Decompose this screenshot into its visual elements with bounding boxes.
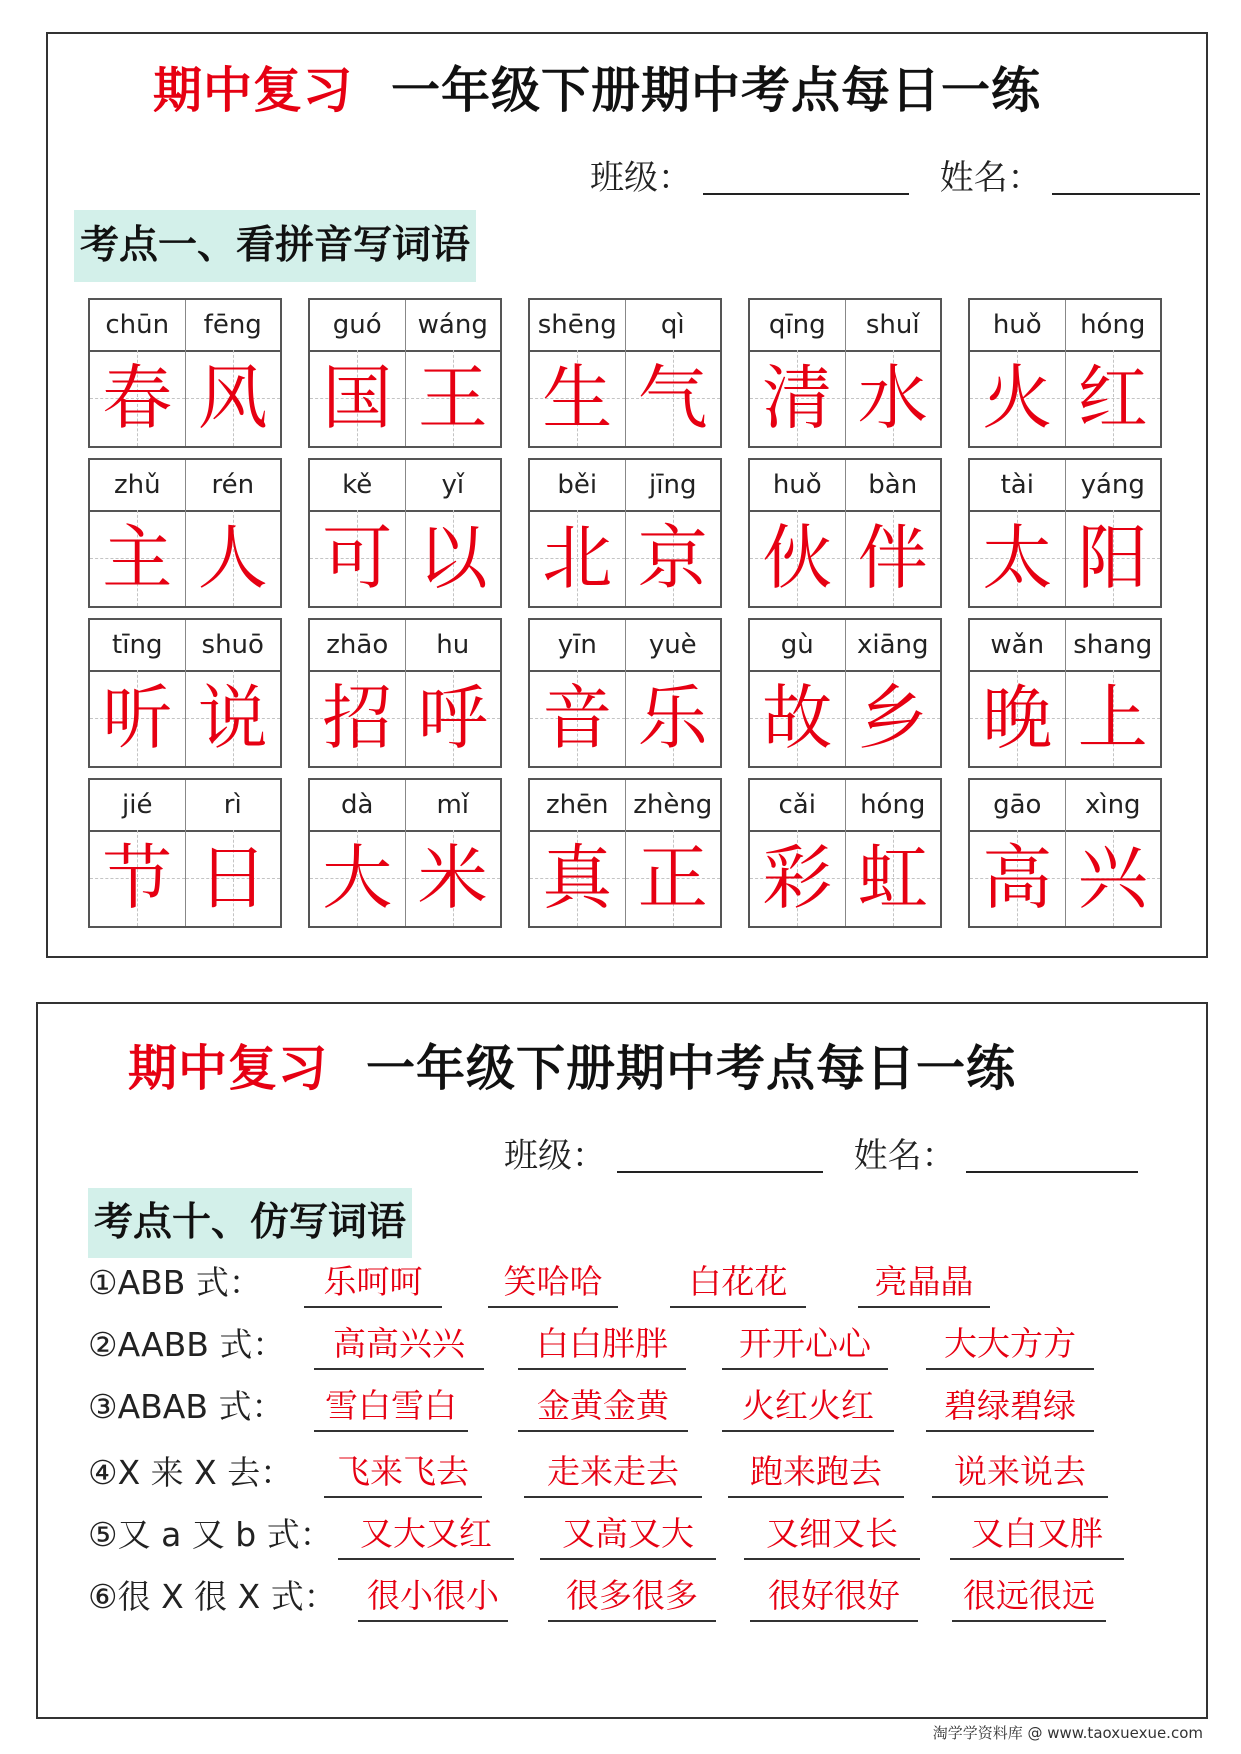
answer-character: 彩 bbox=[762, 837, 833, 919]
row-label: ①ABB 式： bbox=[88, 1263, 262, 1302]
class-field[interactable] bbox=[703, 163, 909, 195]
pinyin-row bbox=[970, 620, 1160, 672]
pinyin-row bbox=[90, 300, 280, 352]
word-cell bbox=[748, 778, 942, 928]
tianzige-box bbox=[846, 830, 941, 926]
name-label: 姓名： bbox=[939, 158, 1042, 198]
answer-character: 故 bbox=[762, 677, 833, 759]
answer-blank[interactable]: 说来说去 bbox=[932, 1450, 1108, 1498]
title-highlight: 期中复习 bbox=[128, 1040, 329, 1097]
answer-character: 兴 bbox=[1077, 837, 1148, 919]
pinyin-row bbox=[970, 460, 1160, 512]
section-title: 考点一、看拼音写词语 bbox=[74, 210, 476, 282]
character-row bbox=[90, 830, 280, 926]
pinyin-syllable: kě bbox=[310, 460, 406, 510]
pinyin-syllable: gù bbox=[750, 620, 846, 670]
answer-character: 虹 bbox=[857, 837, 928, 919]
answer-character: 真 bbox=[542, 837, 613, 919]
student-info bbox=[590, 150, 1200, 199]
answer-character: 阳 bbox=[1077, 517, 1148, 599]
answer-blank[interactable]: 火红火红 bbox=[722, 1384, 894, 1432]
row-label: ②AABB 式： bbox=[88, 1325, 286, 1364]
answer-character: 正 bbox=[637, 837, 708, 919]
word-cell bbox=[528, 618, 722, 768]
tianzige-box bbox=[750, 830, 846, 926]
worksheet-title bbox=[128, 1030, 1016, 1100]
answer-blank[interactable]: 金黄金黄 bbox=[518, 1384, 688, 1432]
tianzige-box bbox=[186, 670, 281, 766]
answer-character: 可 bbox=[322, 517, 393, 599]
answer-character: 乡 bbox=[857, 677, 928, 759]
word-cell bbox=[88, 458, 282, 608]
pinyin-syllable: xiāng bbox=[856, 630, 929, 660]
word-cell bbox=[308, 298, 502, 448]
answer-character: 日 bbox=[197, 837, 268, 919]
answer-character: 国 bbox=[322, 357, 393, 439]
tianzige-box bbox=[1066, 350, 1161, 446]
pinyin-syllable: wǎn bbox=[970, 620, 1066, 670]
imitation-row bbox=[88, 1258, 1188, 1308]
pinyin-syllable: běi bbox=[530, 460, 626, 510]
answer-character: 王 bbox=[417, 357, 488, 439]
pinyin-syllable: zhāo bbox=[310, 620, 406, 670]
word-cell bbox=[748, 298, 942, 448]
title-main: 一年级下册期中考点每日一练 bbox=[391, 62, 1042, 119]
tianzige-box bbox=[970, 510, 1066, 606]
answer-character: 气 bbox=[637, 357, 708, 439]
tianzige-box bbox=[846, 350, 941, 446]
answer-blank[interactable]: 亮晶晶 bbox=[858, 1260, 990, 1308]
word-cell bbox=[88, 778, 282, 928]
answer-blank[interactable]: 高高兴兴 bbox=[314, 1322, 484, 1370]
pinyin-syllable: shang bbox=[1073, 630, 1153, 660]
pinyin-syllable: yīn bbox=[530, 620, 626, 670]
answer-character: 红 bbox=[1077, 357, 1148, 439]
pinyin-syllable: hóng bbox=[1080, 310, 1146, 340]
word-cell bbox=[88, 618, 282, 768]
worksheet-panel-imitation bbox=[36, 1002, 1208, 1719]
answer-blank[interactable]: 大大方方 bbox=[926, 1322, 1094, 1370]
answer-character: 高 bbox=[982, 837, 1053, 919]
answer-character: 音 bbox=[542, 677, 613, 759]
row-label: ③ABAB 式： bbox=[88, 1387, 285, 1426]
answer-character: 太 bbox=[982, 517, 1053, 599]
answer-character: 大 bbox=[322, 837, 393, 919]
character-row bbox=[530, 510, 720, 606]
pinyin-syllable: huǒ bbox=[970, 300, 1066, 350]
character-row bbox=[310, 510, 500, 606]
pinyin-row bbox=[310, 620, 500, 672]
answer-character: 人 bbox=[197, 517, 268, 599]
pinyin-row bbox=[90, 620, 280, 672]
pinyin-syllable: tīng bbox=[90, 620, 186, 670]
tianzige-box bbox=[90, 830, 186, 926]
character-row bbox=[310, 350, 500, 446]
pinyin-syllable: shēng bbox=[530, 300, 626, 350]
tianzige-box bbox=[970, 350, 1066, 446]
pinyin-syllable: cǎi bbox=[750, 780, 846, 830]
class-label: 班级： bbox=[504, 1136, 606, 1176]
tianzige-box bbox=[90, 350, 186, 446]
character-row bbox=[530, 830, 720, 926]
imitation-row bbox=[88, 1510, 1188, 1560]
footer-credit: 淘学学资料库 @ www.taoxuexue.com bbox=[932, 1724, 1203, 1742]
answer-character: 米 bbox=[417, 837, 488, 919]
character-row bbox=[750, 830, 940, 926]
class-field[interactable] bbox=[617, 1141, 823, 1173]
answer-character: 火 bbox=[982, 357, 1053, 439]
character-row bbox=[90, 510, 280, 606]
word-cell bbox=[528, 778, 722, 928]
answer-blank[interactable]: 碧绿碧绿 bbox=[926, 1384, 1094, 1432]
pinyin-syllable: hóng bbox=[860, 790, 926, 820]
tianzige-box bbox=[626, 510, 721, 606]
answer-character: 伴 bbox=[857, 517, 928, 599]
pinyin-syllable: bàn bbox=[868, 470, 918, 500]
answer-blank[interactable]: 开开心心 bbox=[722, 1322, 888, 1370]
answer-character: 乐 bbox=[637, 677, 708, 759]
answer-character: 北 bbox=[542, 517, 613, 599]
character-row bbox=[750, 350, 940, 446]
answer-character: 生 bbox=[542, 357, 613, 439]
imitation-row bbox=[88, 1320, 1188, 1370]
tianzige-box bbox=[750, 350, 846, 446]
word-cell bbox=[308, 458, 502, 608]
tianzige-box bbox=[310, 670, 406, 766]
pinyin-syllable: shuō bbox=[201, 630, 264, 660]
answer-blank[interactable]: 又高又大 bbox=[540, 1512, 716, 1560]
answer-character: 招 bbox=[322, 677, 393, 759]
pinyin-row bbox=[750, 620, 940, 672]
tianzige-box bbox=[90, 670, 186, 766]
answer-character: 主 bbox=[102, 517, 173, 599]
word-cell bbox=[968, 298, 1162, 448]
character-row bbox=[310, 670, 500, 766]
character-row bbox=[970, 830, 1160, 926]
pinyin-row bbox=[750, 300, 940, 352]
pinyin-syllable: huǒ bbox=[750, 460, 846, 510]
tianzige-box bbox=[406, 510, 501, 606]
character-row bbox=[970, 510, 1160, 606]
answer-blank[interactable]: 笑哈哈 bbox=[488, 1260, 618, 1308]
pinyin-row bbox=[530, 780, 720, 832]
answer-character: 春 bbox=[102, 357, 173, 439]
imitation-row bbox=[88, 1572, 1188, 1622]
tianzige-box bbox=[310, 830, 406, 926]
tianzige-box bbox=[626, 350, 721, 446]
pinyin-row bbox=[970, 780, 1160, 832]
character-row bbox=[90, 350, 280, 446]
pinyin-row bbox=[970, 300, 1160, 352]
word-cell bbox=[968, 778, 1162, 928]
answer-character: 上 bbox=[1077, 677, 1148, 759]
pinyin-syllable: yǐ bbox=[441, 470, 465, 500]
tianzige-box bbox=[530, 830, 626, 926]
character-row bbox=[90, 670, 280, 766]
pinyin-syllable: hu bbox=[436, 630, 470, 660]
answer-blank[interactable]: 乐呵呵 bbox=[304, 1260, 442, 1308]
pinyin-row bbox=[90, 780, 280, 832]
pinyin-syllable: qì bbox=[660, 310, 685, 340]
pinyin-syllable: zhēn bbox=[530, 780, 626, 830]
pinyin-syllable: wáng bbox=[417, 310, 488, 340]
answer-blank[interactable]: 很小很小 bbox=[358, 1574, 508, 1622]
character-row bbox=[970, 350, 1160, 446]
answer-blank[interactable]: 跑来跑去 bbox=[728, 1450, 904, 1498]
name-field[interactable] bbox=[1052, 163, 1200, 195]
pinyin-syllable: jīng bbox=[649, 470, 697, 500]
answer-character: 京 bbox=[637, 517, 708, 599]
pinyin-syllable: chūn bbox=[90, 300, 186, 350]
pinyin-syllable: qīng bbox=[750, 300, 846, 350]
pinyin-syllable: gāo bbox=[970, 780, 1066, 830]
tianzige-box bbox=[530, 670, 626, 766]
word-cell bbox=[308, 618, 502, 768]
word-cell bbox=[308, 778, 502, 928]
pinyin-syllable: mǐ bbox=[436, 790, 470, 820]
answer-character: 清 bbox=[762, 357, 833, 439]
pinyin-row bbox=[750, 780, 940, 832]
character-row bbox=[530, 670, 720, 766]
pinyin-row bbox=[530, 460, 720, 512]
pinyin-row bbox=[750, 460, 940, 512]
pinyin-syllable: fēng bbox=[203, 310, 262, 340]
answer-blank[interactable]: 很多很多 bbox=[548, 1574, 716, 1622]
tianzige-box bbox=[1066, 670, 1161, 766]
tianzige-box bbox=[530, 350, 626, 446]
title-highlight: 期中复习 bbox=[153, 62, 354, 119]
pinyin-syllable: guó bbox=[310, 300, 406, 350]
answer-character: 呼 bbox=[417, 677, 488, 759]
tianzige-box bbox=[626, 830, 721, 926]
row-label: ④X 来 X 去： bbox=[88, 1453, 294, 1492]
name-field[interactable] bbox=[966, 1141, 1138, 1173]
worksheet-title bbox=[153, 52, 1041, 122]
tianzige-box bbox=[846, 670, 941, 766]
tianzige-box bbox=[406, 830, 501, 926]
name-label: 姓名： bbox=[853, 1136, 956, 1176]
answer-blank[interactable]: 雪白雪白 bbox=[314, 1384, 468, 1432]
pinyin-syllable: tài bbox=[970, 460, 1066, 510]
tianzige-box bbox=[750, 510, 846, 606]
word-cell bbox=[528, 458, 722, 608]
answer-blank[interactable]: 很远很远 bbox=[952, 1574, 1106, 1622]
pinyin-row bbox=[530, 620, 720, 672]
tianzige-box bbox=[186, 510, 281, 606]
answer-blank[interactable]: 飞来飞去 bbox=[324, 1450, 482, 1498]
answer-character: 晚 bbox=[982, 677, 1053, 759]
tianzige-box bbox=[1066, 830, 1161, 926]
row-label: ⑤又 a 又 b 式： bbox=[88, 1515, 333, 1554]
pinyin-syllable: zhǔ bbox=[90, 460, 186, 510]
pinyin-row bbox=[90, 460, 280, 512]
tianzige-box bbox=[970, 830, 1066, 926]
answer-character: 听 bbox=[102, 677, 173, 759]
class-label: 班级： bbox=[590, 158, 692, 198]
answer-blank[interactable]: 白花花 bbox=[670, 1260, 806, 1308]
tianzige-box bbox=[186, 350, 281, 446]
character-row bbox=[530, 350, 720, 446]
tianzige-box bbox=[406, 350, 501, 446]
pinyin-row bbox=[310, 300, 500, 352]
pinyin-grid bbox=[88, 298, 1186, 938]
word-cell bbox=[968, 458, 1162, 608]
answer-blank[interactable]: 很好很好 bbox=[750, 1574, 918, 1622]
pinyin-syllable: dà bbox=[310, 780, 406, 830]
word-cell bbox=[748, 458, 942, 608]
tianzige-box bbox=[406, 670, 501, 766]
pinyin-row bbox=[310, 460, 500, 512]
answer-character: 伙 bbox=[762, 517, 833, 599]
answer-character: 节 bbox=[102, 837, 173, 919]
imitation-row bbox=[88, 1382, 1188, 1432]
tianzige-box bbox=[90, 510, 186, 606]
pinyin-syllable: shuǐ bbox=[865, 310, 920, 340]
answer-blank[interactable]: 又细又长 bbox=[744, 1512, 920, 1560]
pinyin-row bbox=[310, 780, 500, 832]
character-row bbox=[970, 670, 1160, 766]
character-row bbox=[750, 670, 940, 766]
answer-blank[interactable]: 又大又红 bbox=[338, 1512, 514, 1560]
word-cell bbox=[748, 618, 942, 768]
pinyin-syllable: rì bbox=[223, 790, 242, 820]
tianzige-box bbox=[846, 510, 941, 606]
imitation-row bbox=[88, 1448, 1188, 1498]
tianzige-box bbox=[970, 670, 1066, 766]
tianzige-box bbox=[310, 350, 406, 446]
pinyin-syllable: xìng bbox=[1084, 790, 1141, 820]
row-label: ⑥很 X 很 X 式： bbox=[88, 1577, 337, 1616]
tianzige-box bbox=[626, 670, 721, 766]
tianzige-box bbox=[1066, 510, 1161, 606]
title-main: 一年级下册期中考点每日一练 bbox=[366, 1040, 1017, 1097]
answer-blank[interactable]: 走来走去 bbox=[524, 1450, 702, 1498]
tianzige-box bbox=[750, 670, 846, 766]
answer-character: 风 bbox=[197, 357, 268, 439]
pinyin-syllable: yáng bbox=[1080, 470, 1145, 500]
answer-blank[interactable]: 白白胖胖 bbox=[518, 1322, 686, 1370]
word-cell bbox=[968, 618, 1162, 768]
answer-character: 说 bbox=[197, 677, 268, 759]
pinyin-syllable: zhèng bbox=[633, 790, 713, 820]
pinyin-row bbox=[530, 300, 720, 352]
tianzige-box bbox=[310, 510, 406, 606]
student-info bbox=[504, 1128, 1138, 1177]
character-row bbox=[750, 510, 940, 606]
pinyin-syllable: yuè bbox=[648, 630, 697, 660]
character-row bbox=[310, 830, 500, 926]
tianzige-box bbox=[186, 830, 281, 926]
pinyin-syllable: rén bbox=[211, 470, 255, 500]
worksheet-panel-pinyin bbox=[46, 32, 1208, 958]
tianzige-box bbox=[530, 510, 626, 606]
section-title: 考点十、仿写词语 bbox=[88, 1188, 412, 1258]
word-cell bbox=[88, 298, 282, 448]
word-cell bbox=[528, 298, 722, 448]
pinyin-syllable: jié bbox=[90, 780, 186, 830]
answer-character: 以 bbox=[417, 517, 488, 599]
answer-blank[interactable]: 又白又胖 bbox=[950, 1512, 1124, 1560]
answer-character: 水 bbox=[857, 357, 928, 439]
